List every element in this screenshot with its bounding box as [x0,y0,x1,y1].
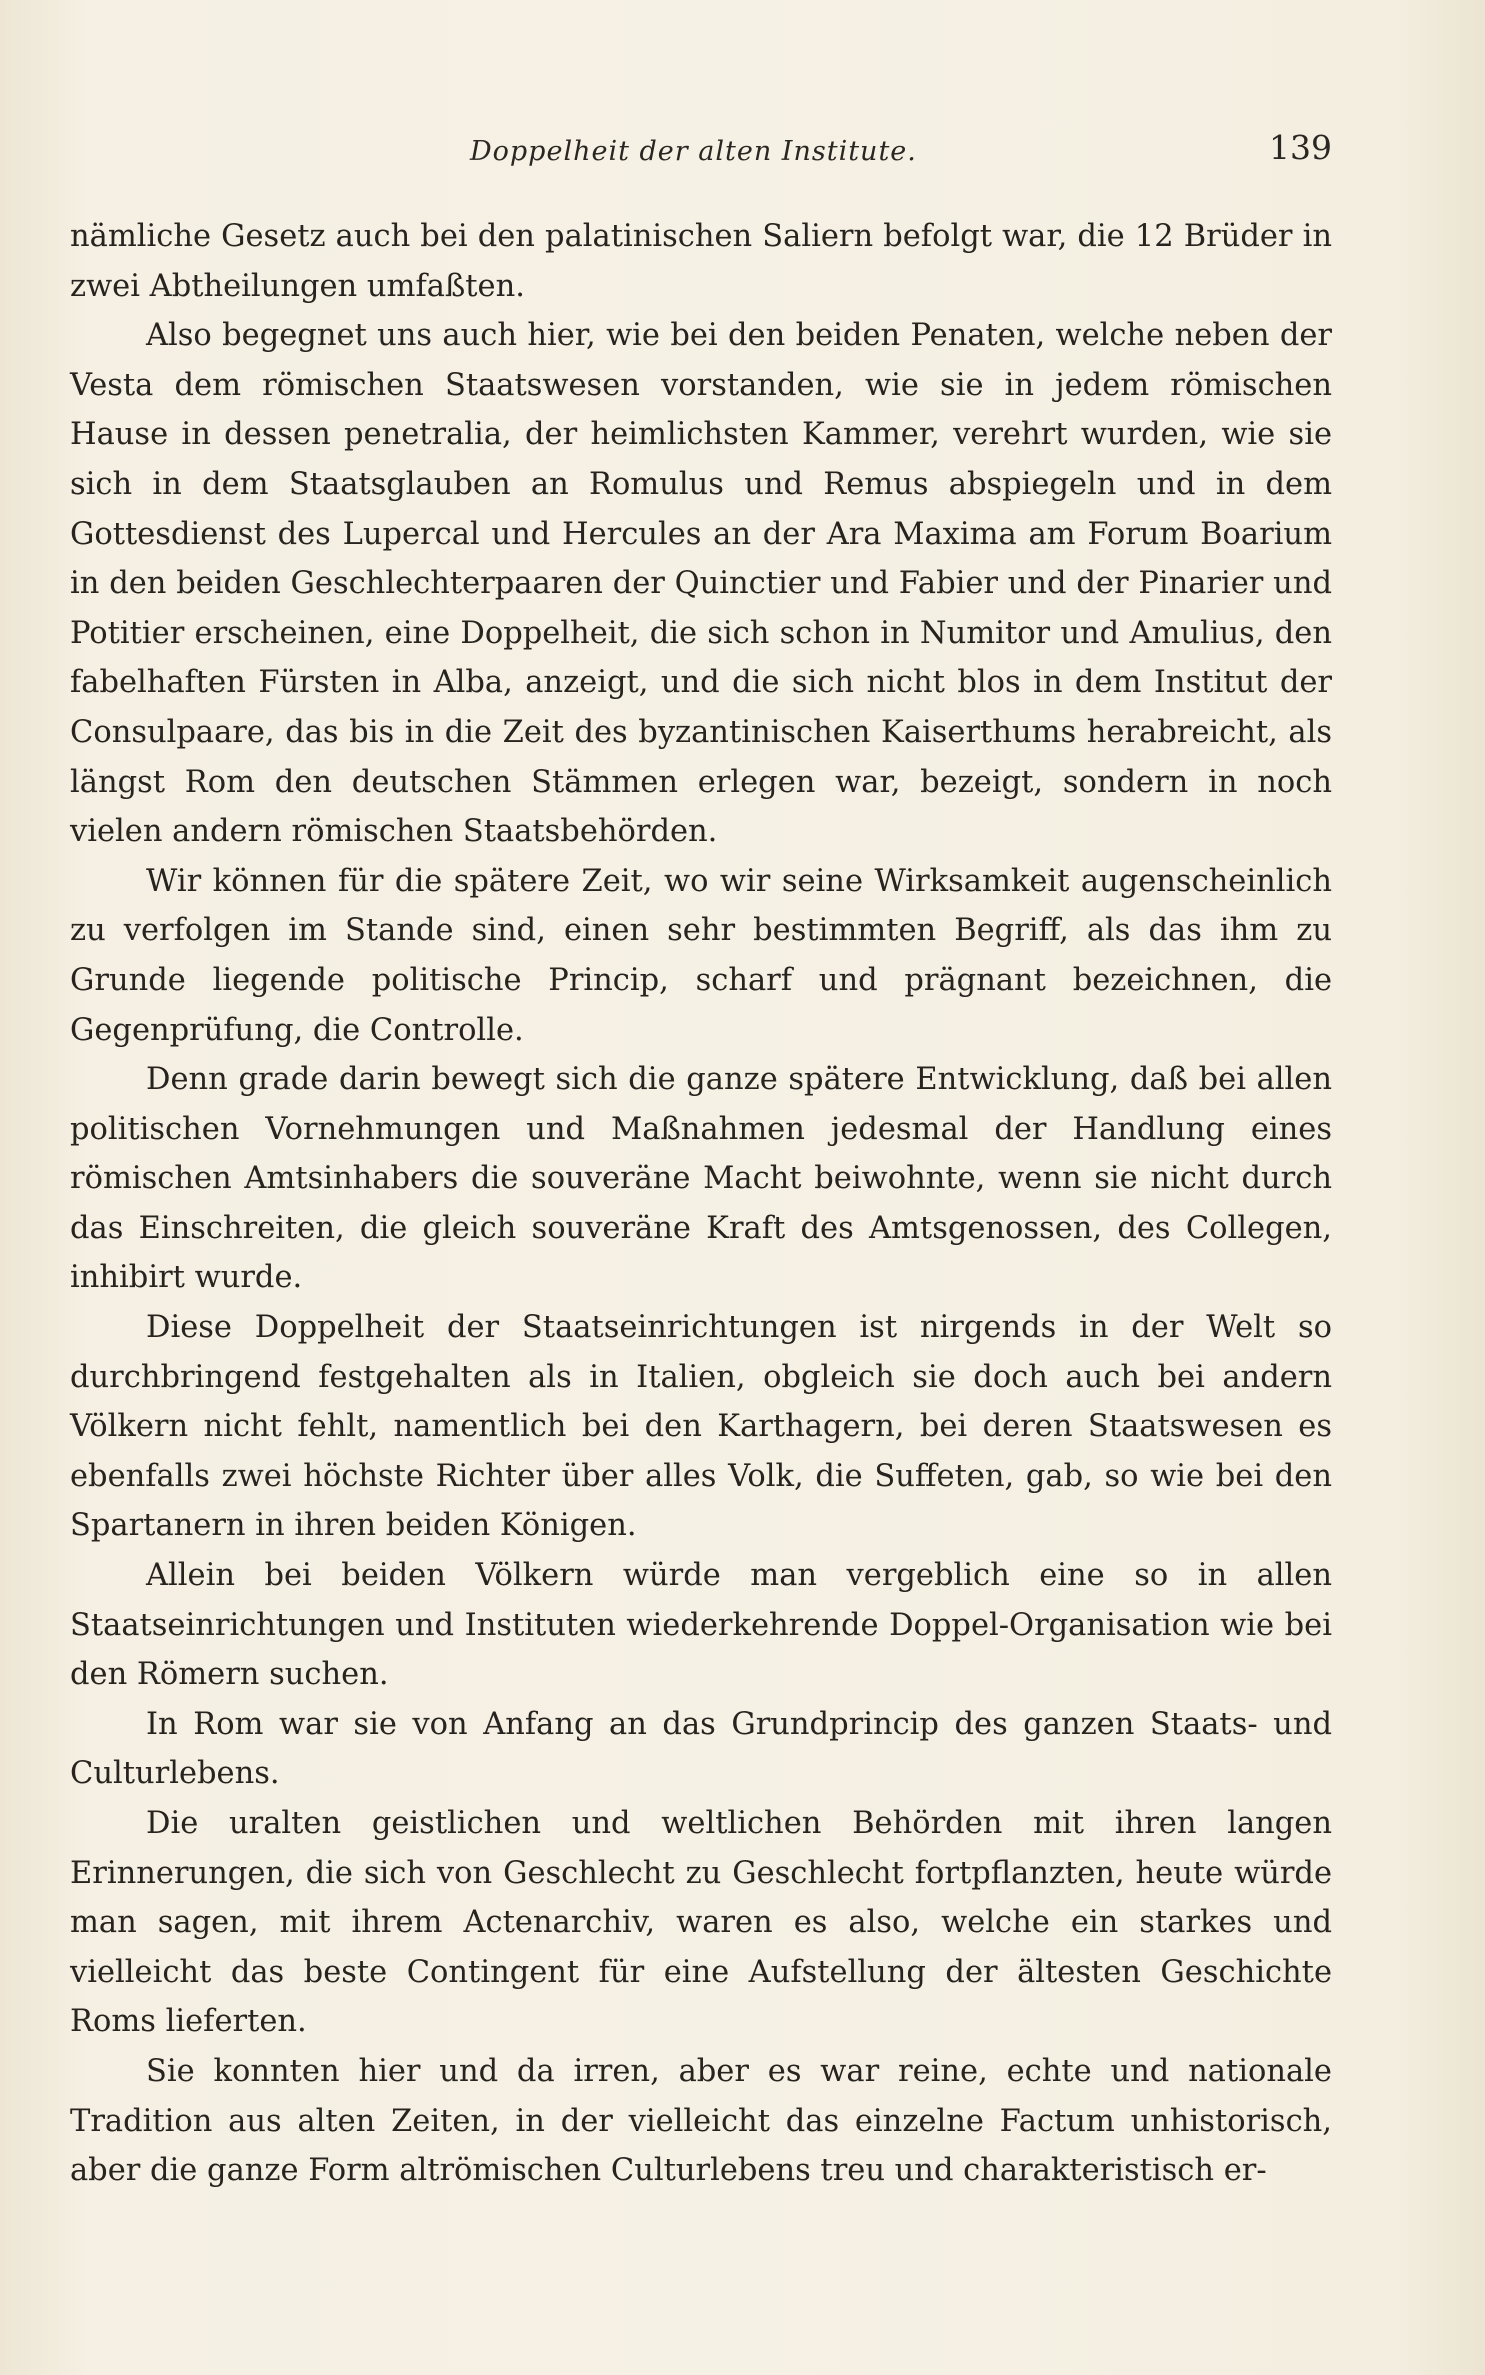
paragraph: Denn grade darin bewegt sich die ganze spätere Entwicklung, daß bei allen politischen Vornehmungen und Maßnahmen jedesmal der Handlung eines römischen Amtsinhabers die souveräne Macht beiwohnte, wenn sie nicht durch das Einschreiten, die gleich souveräne Kraft des Amtsgenossen, des Collegen, inhibirt wurde. [70,1062,1332,1296]
paragraph: Also begegnet uns auch hier, wie bei den beiden Penaten, welche neben der Vesta dem römischen Staatswesen vorstanden, wie sie in jedem römischen Hause in dessen penetralia, der heimlichsten Kammer, verehrt wurden, wie sie sich in dem Staatsglauben an Romulus und Remus abspiegeln und in dem Gottesdienst des Lupercal und Hercules an der Ara Maxima am Forum Boarium in den beiden Geschlechterpaaren der Quinctier und Fabier und der Pinarier und Potitier erscheinen, eine Doppelheit, die sich schon in Numitor und Amulius, den fabelhaften Fürsten in Alba, anzeigt, und die sich nicht blos in dem Institut der Consulpaare, das bis in die Zeit des byzantinischen Kaiserthums herabreicht, als längst Rom den deutschen Stämmen erlegen war, bezeigt, sondern in noch vielen andern römischen Staatsbehörden. [70,318,1332,850]
paragraph: In Rom war sie von Anfang an das Grundprincip des ganzen Staats- und Culturlebens. [70,1706,1332,1792]
paragraph: Die uralten geistlichen und weltlichen Behörden mit ihren langen Erinnerungen, die sich von Geschlecht zu Geschlecht fortpflanzten, heute würde man sagen, mit ihrem Actenarchiv, waren es also, welche ein starkes und vielleicht das beste Contingent für eine Aufstellung der ältesten Geschichte Roms lieferten. [70,1806,1332,2040]
running-title: Doppelheit der alten Institute. [470,136,917,167]
paragraph-continuation: nämliche Gesetz auch bei den palatinischen Saliern befolgt war, die 12 Brüder in zwei Abtheilungen umfaßten. [70,219,1332,304]
body-text [70,212,1332,2196]
paragraph: Sie konnten hier und da irren, aber es war reine, echte und nationale Tradition aus alten Zeiten, in der vielleicht das einzelne Factum unhistorisch, aber die ganze Form altrömischen Culturlebens treu und charakteristisch er- [70,2053,1332,2189]
paragraph: Diese Doppelheit der Staatseinrichtungen ist nirgends in der Welt so durchbringend festgehalten als in Italien, obgleich sie doch auch bei andern Völkern nicht fehlt, namentlich bei den Karthagern, bei deren Staatswesen es ebenfalls zwei höchste Richter über alles Volk, die Suffeten, gab, so wie bei den Spartanern in ihren beiden Königen. [70,1310,1332,1544]
paragraph: Allein bei beiden Völkern würde man vergeblich eine so in allen Staatseinrichtungen und Instituten wiederkehrende Doppel-Organisation wie bei den Römern suchen. [70,1558,1332,1693]
paragraph: Wir können für die spätere Zeit, wo wir seine Wirksamkeit augenscheinlich zu verfolgen im Stande sind, einen sehr bestimmten Begriff, als das ihm zu Grunde liegende politische Princip, scharf und prägnant bezeichnen, die Gegenprüfung, die Controlle. [70,863,1332,1048]
page-number: 139 [1269,128,1332,167]
page-header [70,128,1332,188]
